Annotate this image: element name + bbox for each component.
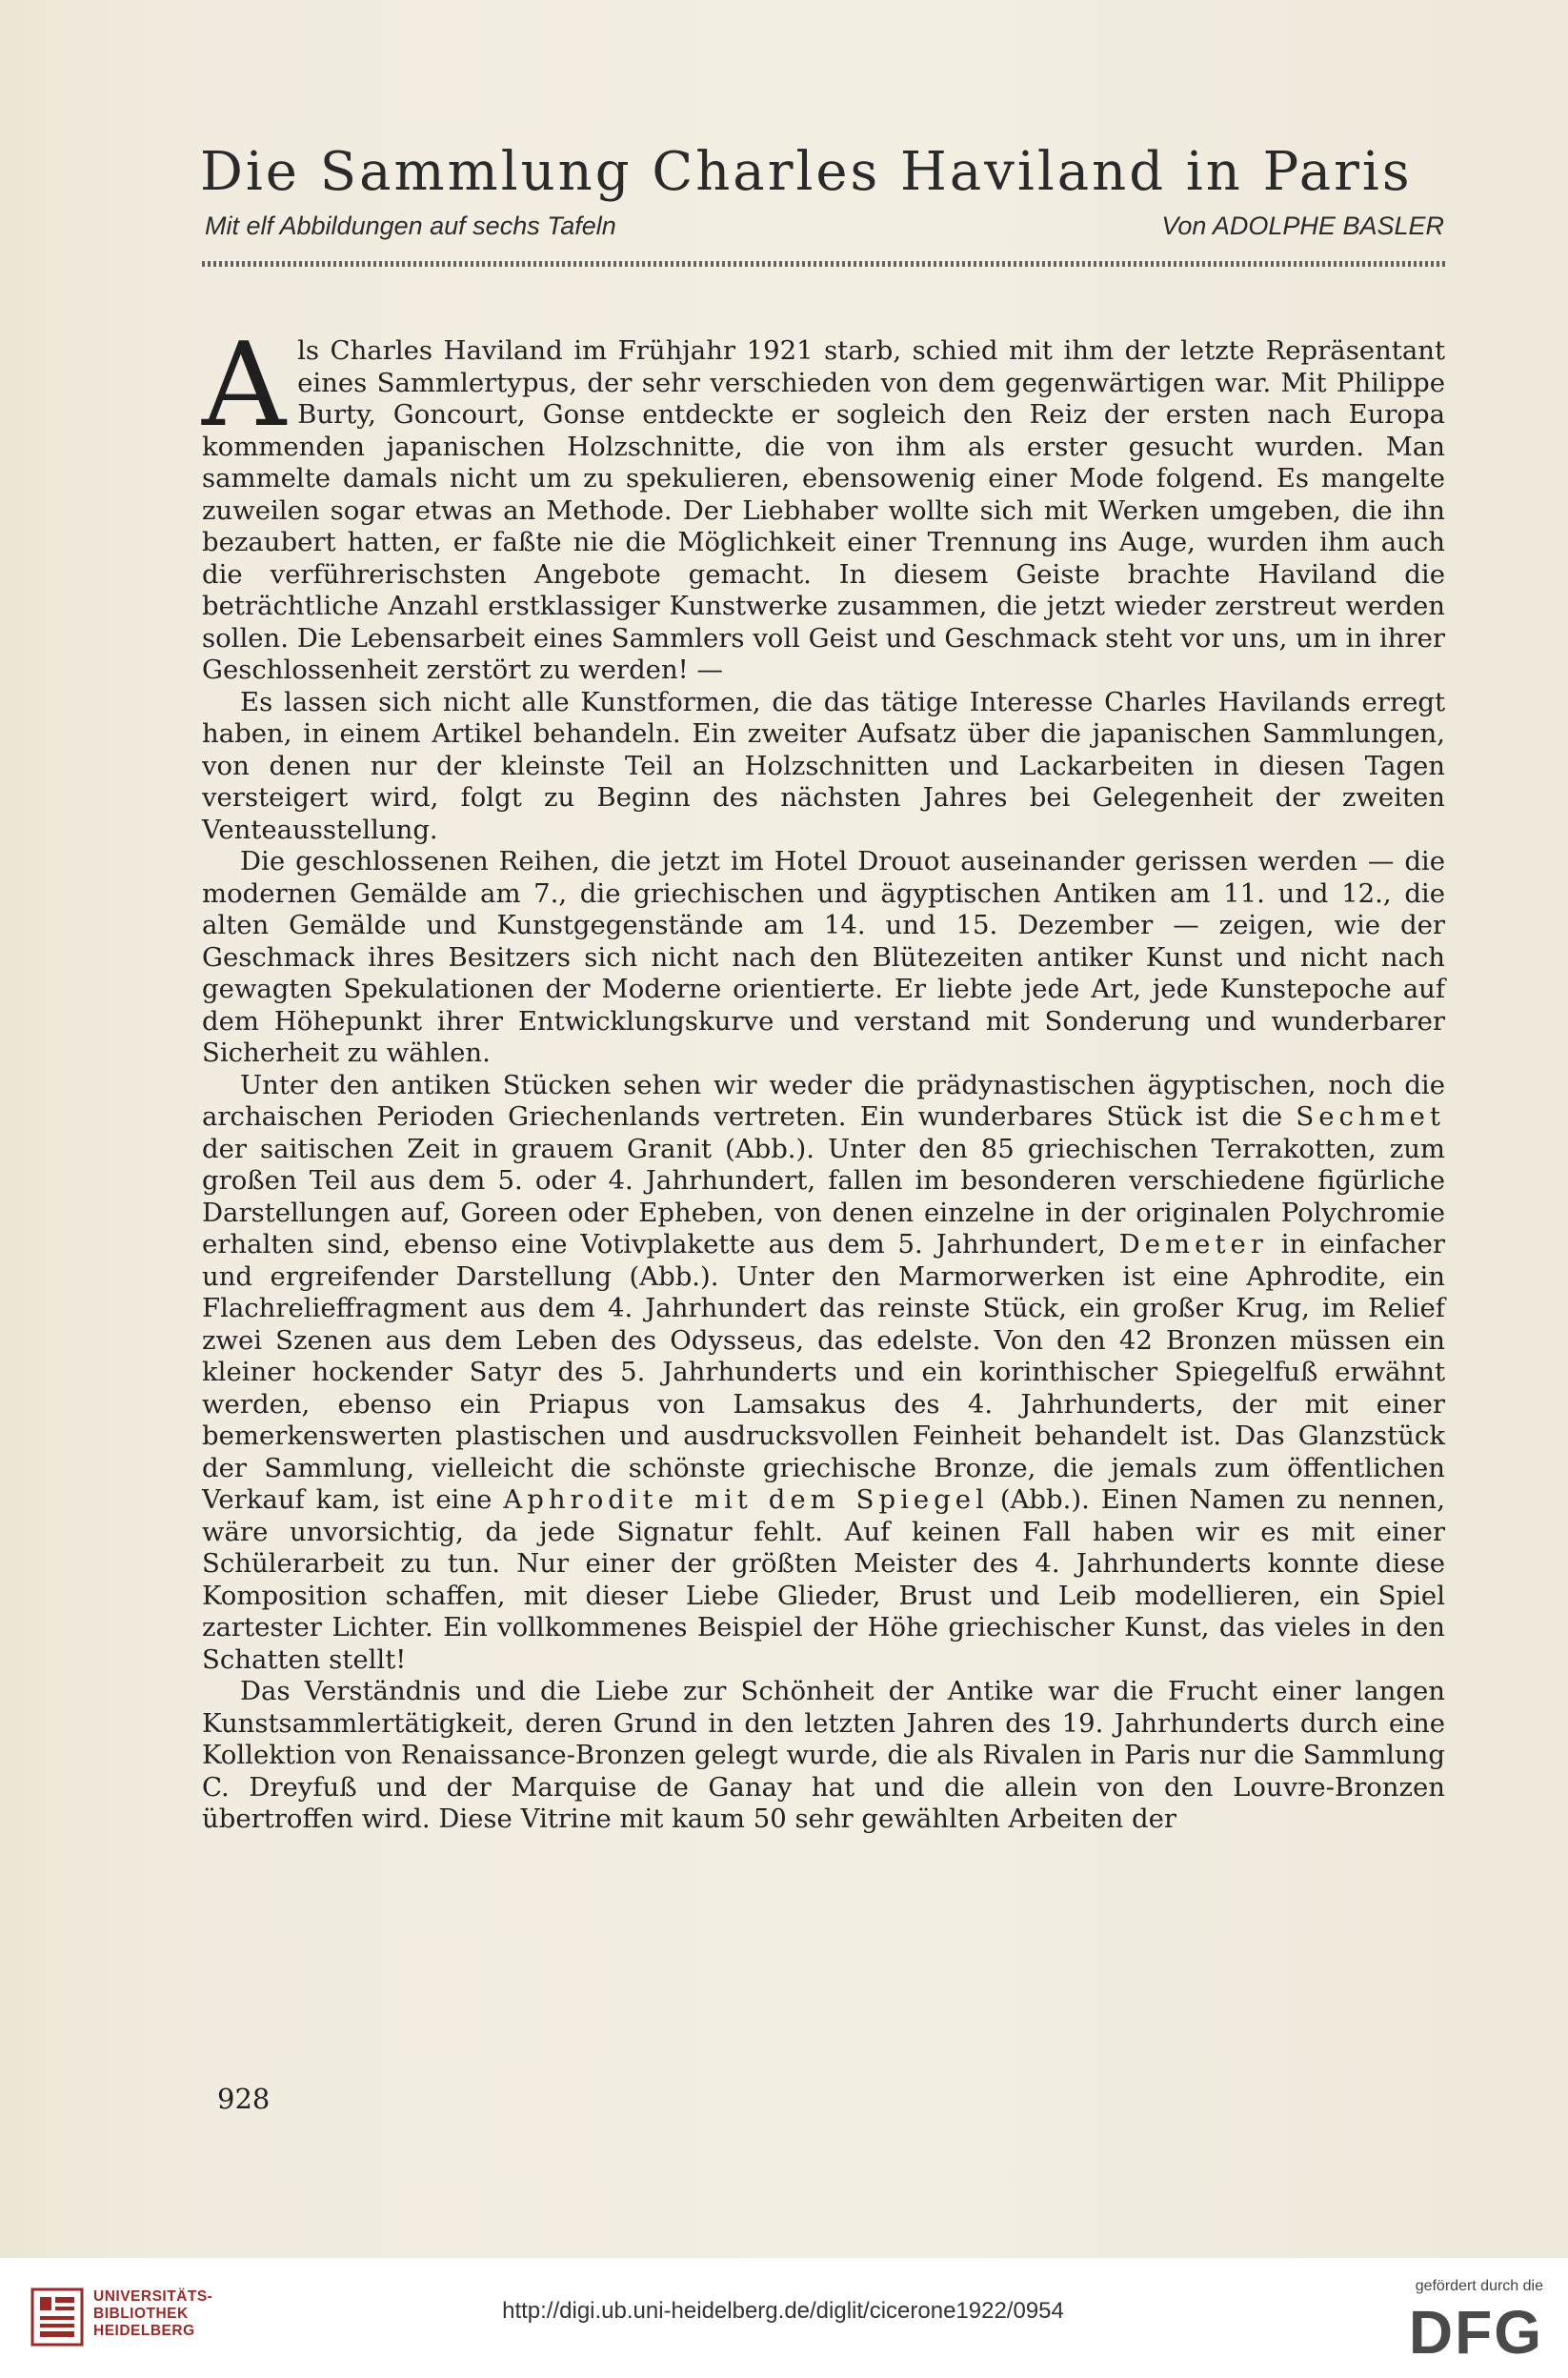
source-url-link[interactable]: http://digi.ub.uni-heidelberg.de/diglit/cicerone1922/0954 — [502, 2298, 1064, 2324]
paragraph-2: Es lassen sich nicht alle Kunstformen, die das tätige Interesse Charles Havilands erregt haben, in einem Artikel behandeln. Ein zweiter Aufsatz über die japanischen Sammlungen, von denen nur der kleinste Teil an Holzschnitten und Lackarbeiten in diesen Tagen versteigert wird, folgt zu Beginn des nächsten Jahres bei Gelegenheit der zweiten Venteausstellung. — [202, 686, 1445, 845]
drop-cap: A — [202, 317, 287, 453]
emphasis-aphrodite: Aphrodite mit dem Spiegel — [503, 1484, 989, 1515]
dfg-logo: DFG — [1408, 2298, 1543, 2367]
funded-by-label: gefördert durch die — [1415, 2278, 1543, 2294]
page-number: 928 — [217, 2083, 271, 2115]
paragraph-3: Die geschlossenen Reihen, die jetzt im Hotel Drouot auseinander gerissen werden — die modernen Gemälde am 7., die griechischen und ägyptischen Antiken am 11. und 12., die alten Gemälde und Kunstgegenstände am 14. und 15. Dezember — zeigen, wie der Geschmack ihres Besitzers sich nicht nach den Blütezeiten antiker Kunst und nicht nach gewagten Spekulationen der Moderne orientierte. Er liebte jede Art, jede Kunstepoche auf dem Höhepunkt ihrer Entwicklungskurve und verstand mit Sonderung und wunderbarer Sicherheit zu wählen. — [202, 846, 1445, 1068]
paragraph-4-part-b: der saitischen Zeit in grauem Granit (Abb.). Unter den 85 griechischen Terrakotten, zum großen Teil aus dem 5. oder 4. Jahrhundert, fallen im besonderen verschiedene figürliche Darstellungen auf, Goreen oder Epheben, von denen einzelne in der originalen Polychromie erhalten sind, ebenso eine Votivplakette aus dem 5. Jahrhundert, — [202, 1133, 1445, 1260]
paragraph-4-part-d: (Abb.). Einen Namen zu nennen, wäre unvorsichtig, da jede Signatur fehlt. Auf keinen Fall haben wir es mit einer Schülerarbeit zu tun. Nur einer der größten Meister des 4. Jahrhunderts konnte diese Komposition schaffen, mit dieser Liebe Glieder, Brust und Leib modellieren, ein Spiel zartester Lichter. Ein vollkommenes Beispiel der Höhe griechischer Kunst, das vieles in den Schatten stellt! — [202, 1484, 1446, 1675]
library-name-line-2: BIBLIOTHEK — [93, 2306, 189, 2322]
library-name-line-1: UNIVERSITÄTS- — [93, 2288, 213, 2305]
paragraph-4-part-c: in einfacher und ergreifender Darstellung (Abb.). Unter den Marmorwerken ist eine Aphrodite, ein Flachrelieffragment aus dem 4. Jahrhundert das reinste Stück, ein großer Krug, im Relief zwei Szenen aus dem Leben des Odysseus, das edelste. Von den 42 Bronzen müssen ein kleiner hockender Satyr des 5. Jahrhunderts und ein korinthischer Spiegelfuß erwähnt werden, ebenso ein Priapus von Lamsakus des 4. Jahrhunderts, der mit einer bemerkenswerten plastischen und ausdrucksvollen Feinheit behandelt ist. Das Glanzstück der Sammlung, vielleicht die schönste griechische Bronze, die jemals zum öffentlichen Verkauf kam, ist eine — [202, 1229, 1445, 1515]
article-body — [202, 317, 1446, 1836]
article-title: Die Sammlung Charles Haviland in Paris — [200, 141, 1413, 203]
article-subtitle: Mit elf Abbildungen auf sechs Tafeln — [205, 212, 616, 240]
paragraph-1-text: ls Charles Haviland im Frühjahr 1921 starb, schied mit ihm der letzte Repräsentant eines Sammlertypus, der sehr verschieden von dem gegenwärtigen war. Mit Philippe Burty, Goncourt, Gonse entdeckte er sogleich den Reiz der ersten nach Europa kommenden japanischen Holzschnitte, die von ihm als erster gesucht wurden. Man sammelte damals nicht um zu spekulieren, ebensowenig einer Mode folgend. Es mangelte zuweilen sogar etwas an Methode. Der Liebhaber wollte sich mit Werken umgeben, die ihn bezaubert hatten, er faßte nie die Möglichkeit einer Trennung ins Auge, wurden ihm auch die verführerischsten Angebote gemacht. In diesem Geiste brachte Haviland die beträchtliche Anzahl erstklassiger Kunstwerke zusammen, die jetzt wieder zerstreut werden sollen. Die Lebensarbeit eines Sammlers voll Geist und Geschmack steht vor uns, um in ihrer Geschlossenheit zerstört zu werden! — — [202, 335, 1445, 685]
dotted-divider — [202, 261, 1445, 267]
emphasis-sechmet: Sechmet — [1296, 1101, 1445, 1132]
university-seal-icon — [29, 2284, 86, 2350]
article-author: Von ADOLPHE BASLER — [1161, 212, 1444, 240]
paragraph-5: Das Verständnis und die Liebe zur Schönheit der Antike war die Frucht einer langen Kunstsammlertätigkeit, deren Grund in den letzten Jahren des 19. Jahrhunderts durch eine Kollektion von Renaissance-Bronzen gelegt wurde, die als Rivalen in Paris nur die Sammlung C. Dreyfuß und der Marquise de Ganay hat und die allein von den Louvre-Bronzen übertroffen wird. Diese Vitrine mit kaum 50 sehr gewählten Arbeiten der — [202, 1676, 1445, 1834]
paragraph-4 — [202, 1070, 1445, 1677]
library-name — [93, 2288, 212, 2340]
paragraph-4-part-a: Unter den antiken Stücken sehen wir weder die prädynastischen ägyptischen, noch die archaischen Perioden Griechenlands vertreten. Ein wunderbares Stück ist die — [202, 1069, 1445, 1132]
library-name-line-3: HEIDELBERG — [93, 2323, 195, 2339]
paragraph-1 — [202, 317, 1445, 687]
emphasis-demeter: Demeter — [1118, 1229, 1268, 1260]
